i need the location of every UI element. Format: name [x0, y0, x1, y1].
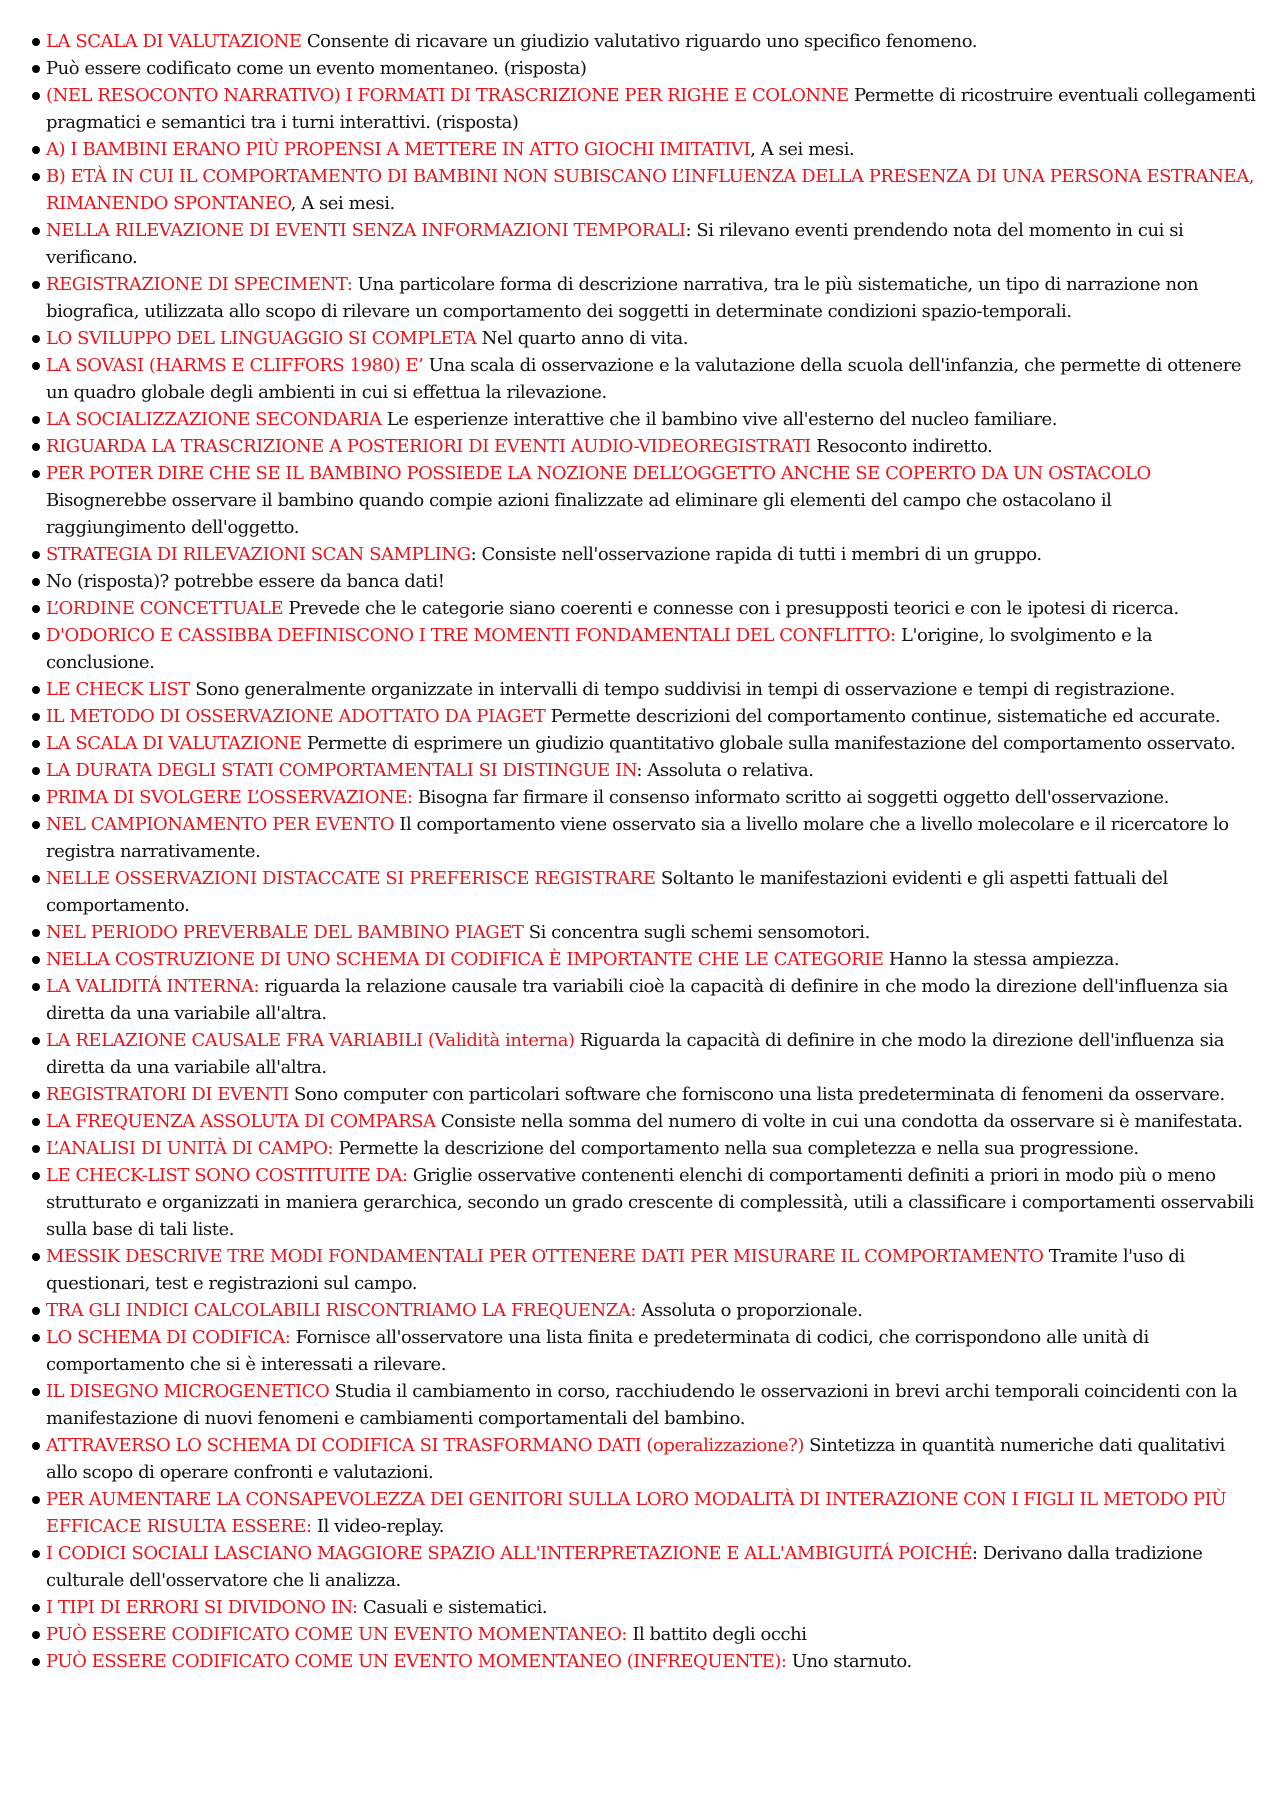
list-item	[46, 1297, 1256, 1324]
list-item	[46, 757, 1256, 784]
list-item	[46, 1486, 1256, 1540]
answer-text: L'origine, lo svolgimento e la conclusione.	[46, 625, 1153, 673]
list-item	[46, 784, 1256, 811]
question-text: A) I BAMBINI ERANO PIÙ PROPENSI A METTERE IN ATTO GIOCHI IMITATIVI	[46, 139, 751, 160]
question-text: (NEL RESOCONTO NARRATIVO) I FORMATI DI TRASCRIZIONE PER RIGHE E COLONNE	[46, 85, 849, 106]
list-item	[46, 595, 1256, 622]
question-text: REGISTRAZIONE DI SPECIMENT:	[46, 274, 353, 295]
list-item	[46, 217, 1256, 271]
list-item	[46, 1621, 1256, 1648]
answer-text: riguarda la relazione causale tra variabili cioè la capacità di definire in che modo la direzione dell'influenza sia diretta da una variabile all'altra.	[46, 976, 1228, 1024]
question-text: IL DISEGNO MICROGENETICO	[46, 1381, 330, 1402]
answer-text: , A sei mesi.	[750, 139, 855, 160]
list-item	[46, 919, 1256, 946]
answer-text: Fornisce all'osservatore una lista finita e predeterminata di codici, che corrispondono alle unità di comportamento che si è interessati a rilevare.	[46, 1327, 1149, 1375]
list-item	[46, 460, 1256, 541]
list-item	[46, 973, 1256, 1027]
answer-text: Riguarda la capacità di definire in che modo la direzione dell'influenza sia diretta da una variabile all'altra.	[46, 1030, 1224, 1078]
list-item	[46, 1648, 1256, 1675]
answer-text: Assoluta o proporzionale.	[636, 1300, 863, 1321]
question-text: STRATEGIA DI RILEVAZIONI SCAN SAMPLING	[46, 544, 471, 565]
answer-text: Permette descrizioni del comportamento continue, sistematiche ed accurate.	[545, 706, 1221, 727]
list-item	[46, 622, 1256, 676]
question-text: LA DURATA DEGLI STATI COMPORTAMENTALI SI DISTINGUE IN	[46, 760, 637, 781]
list-item	[46, 1162, 1256, 1243]
answer-text: No (risposta)? potrebbe essere da banca dati!	[46, 571, 445, 592]
answer-text: Consiste nella somma del numero di volte in cui una condotta da osservare si è manifestata.	[435, 1111, 1243, 1132]
list-item	[46, 703, 1256, 730]
question-text: IL METODO DI OSSERVAZIONE ADOTTATO DA PIAGET	[46, 706, 546, 727]
list-item	[46, 811, 1256, 865]
list-item	[46, 568, 1256, 595]
list-item	[46, 1243, 1256, 1297]
question-text: RIGUARDA LA TRASCRIZIONE A POSTERIORI DI EVENTI AUDIO-VIDEOREGISTRATI	[46, 436, 811, 457]
question-text: LO SVILUPPO DEL LINGUAGGIO SI COMPLETA	[46, 328, 477, 349]
answer-text: , A sei mesi.	[290, 193, 395, 214]
question-text: NEL CAMPIONAMENTO PER EVENTO	[46, 814, 395, 835]
answer-text: Sono computer con particolari software che forniscono una lista predeterminata di fenomeni da osservare.	[288, 1084, 1225, 1105]
question-text: NELLA RILEVAZIONE DI EVENTI SENZA INFORMAZIONI TEMPORALI	[46, 220, 686, 241]
answer-text: Una particolare forma di descrizione narrativa, tra le più sistematiche, un tipo di narrazione non biografica, utilizzata allo scopo di rilevare un comportamento dei soggetti in determinate condizioni spazio-temporali.	[46, 274, 1199, 322]
list-item	[46, 1108, 1256, 1135]
question-text: TRA GLI INDICI CALCOLABILI RISCONTRIAMO LA FREQUENZA:	[46, 1300, 637, 1321]
question-text: PUÒ ESSERE CODIFICATO COME UN EVENTO MOMENTANEO (INFREQUENTE):	[46, 1651, 787, 1672]
list-item	[46, 325, 1256, 352]
list-item	[46, 406, 1256, 433]
answer-text: Tramite l'uso di questionari, test e registrazioni sul campo.	[46, 1246, 1185, 1294]
question-text: PRIMA DI SVOLGERE L’OSSERVAZIONE:	[46, 787, 413, 808]
list-item	[46, 1027, 1256, 1081]
answer-text: Permette la descrizione del comportamento nella sua completezza e nella sua progressione.	[333, 1138, 1139, 1159]
question-text: MESSIK DESCRIVE TRE MODI FONDAMENTALI PER OTTENERE DATI PER MISURARE IL COMPORTAMENTO	[46, 1246, 1044, 1267]
question-text: PER AUMENTARE LA CONSAPEVOLEZZA DEI GENITORI SULLA LORO MODALITÀ DI INTERAZIONE CON I FIGLI IL METODO PIÙ EFFICACE RISULTA ESSERE:	[46, 1489, 1227, 1537]
answer-text: Il battito degli occhi	[627, 1624, 807, 1645]
answer-text: Il video-replay.	[311, 1516, 445, 1537]
answer-text: Permette di esprimere un giudizio quantitativo globale sulla manifestazione del comportamento osservato.	[301, 733, 1236, 754]
list-item	[46, 163, 1256, 217]
answer-text: Sintetizza in quantità numeriche dati qualitativi allo scopo di operare confronti e valutazioni.	[46, 1435, 1225, 1483]
list-item	[46, 1432, 1256, 1486]
list-item	[46, 28, 1256, 55]
question-text: LE CHECK-LIST SONO COSTITUITE DA:	[46, 1165, 408, 1186]
answer-text: Casuali e sistematici.	[357, 1597, 548, 1618]
list-item	[46, 1135, 1256, 1162]
answer-text: : Si rilevano eventi prendendo nota del momento in cui si verificano.	[46, 220, 1184, 268]
question-text: LA SOVASI (HARMS E CLIFFORS 1980) E’	[46, 355, 424, 376]
question-text: L’ORDINE CONCETTUALE	[46, 598, 284, 619]
question-text: ATTRAVERSO LO SCHEMA DI CODIFICA SI TRASFORMANO DATI (operalizzazione?)	[46, 1435, 804, 1456]
list-item	[46, 136, 1256, 163]
question-text: LA SCALA DI VALUTAZIONE	[46, 733, 302, 754]
answer-text: Consente di ricavare un giudizio valutativo riguardo uno specifico fenomeno.	[301, 31, 978, 52]
list-item	[46, 271, 1256, 325]
answer-text: : Assoluta o relativa.	[636, 760, 814, 781]
list-item	[46, 1081, 1256, 1108]
question-text: L’ANALISI DI UNITÀ DI CAMPO:	[46, 1138, 334, 1159]
answer-text: : Consiste nell'osservazione rapida di tutti i membri di un gruppo.	[470, 544, 1042, 565]
question-text: B) ETÀ IN CUI IL COMPORTAMENTO DI BAMBINI NON SUBISCANO L’INFLUENZA DELLA PRESENZA DI UNA PERSONA ESTRANEA, RIMANENDO SPONTANEO	[46, 166, 1255, 214]
list-item	[46, 541, 1256, 568]
answer-text: Può essere codificato come un evento momentaneo. (risposta)	[46, 58, 587, 79]
answer-text: Prevede che le categorie siano coerenti e connesse con i presupposti teorici e con le ipotesi di ricerca.	[283, 598, 1179, 619]
answer-text: Le esperienze interattive che il bambino vive all'esterno del nucleo familiare.	[381, 409, 1057, 430]
question-text: NELLE OSSERVAZIONI DISTACCATE SI PREFERISCE REGISTRARE	[46, 868, 656, 889]
answer-text: Resoconto indiretto.	[810, 436, 993, 457]
answer-text: Bisogna far firmare il consenso informato scritto ai soggetti oggetto dell'osservazione.	[412, 787, 1169, 808]
question-text: LA RELAZIONE CAUSALE FRA VARIABILI (Validità interna)	[46, 1030, 575, 1051]
question-text: NEL PERIODO PREVERBALE DEL BAMBINO PIAGET	[46, 922, 524, 943]
answer-text: Griglie osservative contenenti elenchi di comportamenti definiti a priori in modo più o meno strutturato e organizzati in maniera gerarchica, secondo un grado crescente di complessità, utili a classificare i comportamenti osservabili sulla base di tali liste.	[46, 1165, 1254, 1240]
list-item	[46, 946, 1256, 973]
list-item	[46, 676, 1256, 703]
answer-text: Bisognerebbe osservare il bambino quando compie azioni finalizzate ad eliminare gli elementi del campo che ostacolano il raggiungimento dell'oggetto.	[46, 490, 1112, 538]
answer-text: Nel quarto anno di vita.	[476, 328, 689, 349]
list-item	[46, 352, 1256, 406]
question-text: PER POTER DIRE CHE SE IL BAMBINO POSSIEDE LA NOZIONE DELL’OGGETTO ANCHE SE COPERTO DA UN OSTACOLO	[46, 463, 1151, 484]
answer-text: Uno starnuto.	[786, 1651, 912, 1672]
answer-text: Il comportamento viene osservato sia a livello molare che a livello molecolare e il ricercatore lo registra narrativamente.	[46, 814, 1229, 862]
list-item	[46, 730, 1256, 757]
answer-text: Si concentra sugli schemi sensomotori.	[523, 922, 870, 943]
answer-text: : Derivano dalla tradizione culturale dell'osservatore che li analizza.	[46, 1543, 1203, 1591]
list-item	[46, 865, 1256, 919]
question-text: LE CHECK LIST	[46, 679, 190, 700]
question-text: LA FREQUENZA ASSOLUTA DI COMPARSA	[46, 1111, 436, 1132]
list-item	[46, 433, 1256, 460]
question-text: I CODICI SOCIALI LASCIANO MAGGIORE SPAZIO ALL'INTERPRETAZIONE E ALL'AMBIGUITÁ POICHÉ	[46, 1543, 972, 1564]
answer-text: Una scala di osservazione e la valutazione della scuola dell'infanzia, che permette di ottenere un quadro globale degli ambienti in cui si effettua la rilevazione.	[46, 355, 1242, 403]
question-text: NELLA COSTRUZIONE DI UNO SCHEMA DI CODIFICA È IMPORTANTE CHE LE CATEGORIE	[46, 949, 884, 970]
list-item	[46, 1540, 1256, 1594]
list-item	[46, 1378, 1256, 1432]
list-item	[46, 1594, 1256, 1621]
question-text: LO SCHEMA DI CODIFICA:	[46, 1327, 291, 1348]
list-item	[46, 1324, 1256, 1378]
question-text: REGISTRATORI DI EVENTI	[46, 1084, 289, 1105]
question-text: LA SCALA DI VALUTAZIONE	[46, 31, 302, 52]
question-text: PUÒ ESSERE CODIFICATO COME UN EVENTO MOMENTANEO:	[46, 1624, 628, 1645]
answer-text: Hanno la stessa ampiezza.	[883, 949, 1120, 970]
question-text: I TIPI DI ERRORI SI DIVIDONO IN:	[46, 1597, 358, 1618]
list-item	[46, 82, 1256, 136]
answer-text: Sono generalmente organizzate in intervalli di tempo suddivisi in tempi di osservazione e tempi di registrazione.	[189, 679, 1175, 700]
answer-text: Soltanto le manifestazioni evidenti e gli aspetti fattuali del comportamento.	[46, 868, 1168, 916]
answer-text: Studia il cambiamento in corso, racchiudendo le osservazioni in brevi archi temporali coincidenti con la manifestazione di nuovi fenomeni e cambiamenti comportamentali del bambino.	[46, 1381, 1238, 1429]
list-item	[46, 55, 1256, 82]
question-text: D'ODORICO E CASSIBBA DEFINISCONO I TRE MOMENTI FONDAMENTALI DEL CONFLITTO:	[46, 625, 896, 646]
answer-text: Permette di ricostruire eventuali collegamenti pragmatici e semantici tra i turni interattivi. (risposta)	[46, 85, 1256, 133]
question-text: LA VALIDITÁ INTERNA:	[46, 976, 260, 997]
question-text: LA SOCIALIZZAZIONE SECONDARIA	[46, 409, 382, 430]
